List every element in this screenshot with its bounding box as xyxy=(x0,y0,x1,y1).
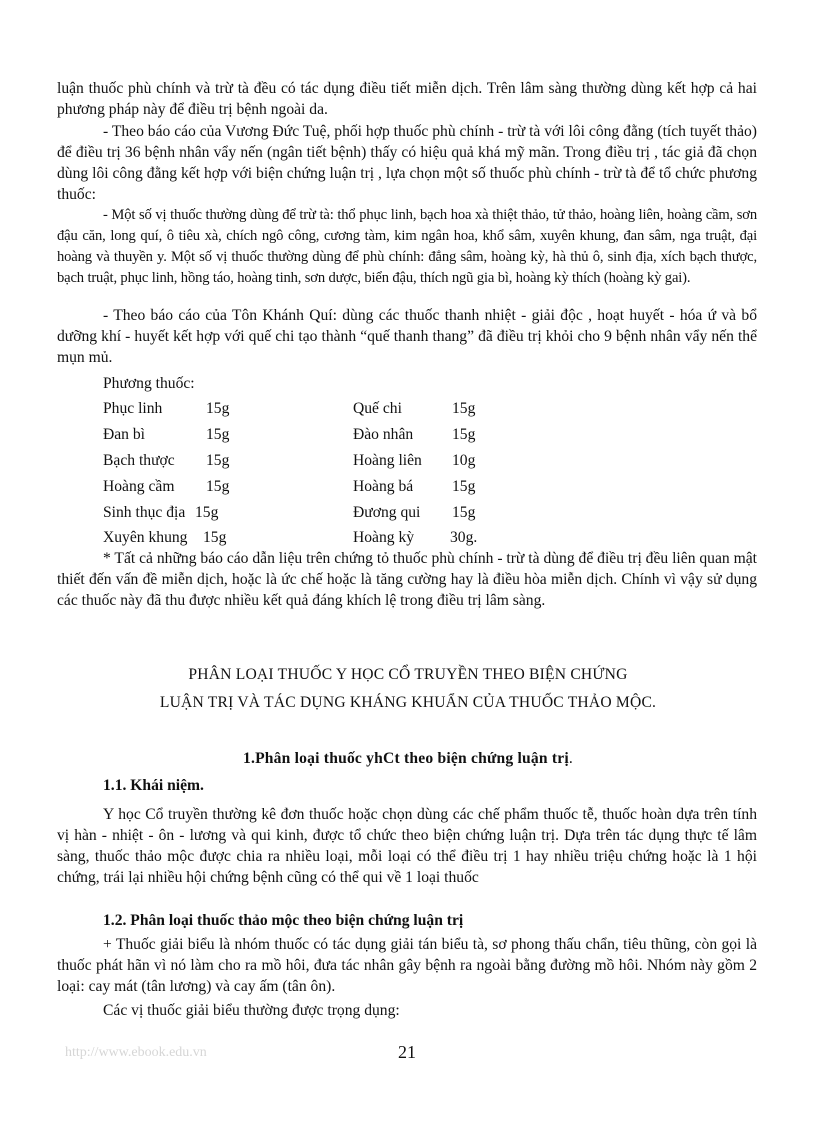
paragraph-summary: * Tất cả những báo cáo dẫn liệu trên chứng tỏ thuốc phù chính - trừ tà dùng để điều trị đều liên quan mật thiết đến vấn đề miễn dịch, hoặc là ức chế hoặc là tăng cường hay là điều hòa miễn dịch. Chính vì vậy sử dụng các thuốc này đã thu được nhiều kết quả đáng khích lệ trong điều trị lâm sàng. xyxy=(57,550,757,609)
paragraph-intro: luận thuốc phù chính và trừ tà đều có tác dụng điều tiết miễn dịch. Trên lâm sàng thường dùng kết hợp cả hai phương pháp này để điều trị bệnh ngoài da. xyxy=(57,80,757,118)
paragraph-herb-list: - Một số vị thuốc thường dùng để trừ tà: thổ phục linh, bạch hoa xà thiệt thảo, tử thảo, hoàng liên, hoàng cầm, sơn đậu căn, long quí, ô tiêu xà, chích ngô công, cương tàm, kim ngân hoa, khổ sâm, xuyên khung, đan sâm, nga truật, đại hoàng và thuyền y. Một số vị thuốc thường dùng để phù chính: đẳng sâm, hoàng kỳ, hà thủ ô, sinh địa, xích bạch thược, bạch truật, phục linh, hồng táo, hoàng tinh, sơn dược, biển đậu, thích ngũ gia bì, hoàng kỳ thích (hoàng kỳ gai). xyxy=(57,207,757,286)
herb-name: Đan bì xyxy=(103,426,146,443)
herb-name: Hoàng cầm xyxy=(103,478,175,495)
section-title-line-2: LUẬN TRỊ VÀ TÁC DỤNG KHÁNG KHUẨN CỦA THUỐC THẢO MỘC. xyxy=(159,694,657,711)
heading-1 xyxy=(0,748,816,769)
herb-name: Phục linh xyxy=(103,400,163,417)
prescription-title: Phương thuốc: xyxy=(103,375,195,392)
herb-dose: 15g xyxy=(195,504,219,521)
paragraph-vuong-duc-tue: - Theo báo cáo của Vương Đức Tuệ, phối hợp thuốc phù chính - trừ tà với lôi công đằng (tích tuyết thảo) để điều trị 36 bệnh nhân vẩy nến (ngân tiết bệnh) thấy có hiệu quả khá mỹ mãn. Trong điều trị , tác giả đã chọn dùng lôi công đằng kết hợp với biện chứng luận trị , lựa chọn một số thuốc phù chính - trừ tà để tổ chức phương thuốc: xyxy=(57,123,757,203)
paragraph-exterior-releasing: + Thuốc giải biểu là nhóm thuốc có tác dụng giải tán biểu tà, sơ phong thấu chẩn, tiêu thũng, còn gọi là thuốc phát hãn vì nó làm cho ra mồ hôi, đưa tác nhân gây bệnh ra ngoài bằng đường mồ hôi. Nhóm này gồm 2 loại: cay mát (tân lương) và cay ấm (tân ôn). xyxy=(57,936,757,995)
herb-dose: 15g xyxy=(452,478,476,495)
herb-name: Hoàng liên xyxy=(353,452,422,469)
herb-name: Quế chi xyxy=(353,400,402,417)
herb-dose: 15g xyxy=(206,478,230,495)
heading-1-period: . xyxy=(568,750,574,767)
section-title-line-1: PHÂN LOẠI THUỐC Y HỌC CỔ TRUYỀN THEO BIỆN CHỨNG xyxy=(188,666,628,683)
herb-dose: 15g xyxy=(206,400,230,417)
herb-dose: 15g xyxy=(203,529,227,546)
herb-dose: 15g xyxy=(206,426,230,443)
heading-1-1: 1.1. Khái niệm. xyxy=(103,777,204,794)
herb-name: Xuyên khung xyxy=(103,529,188,546)
herb-name: Đương qui xyxy=(353,504,421,521)
herb-dose: 15g xyxy=(452,426,476,443)
herb-name: Bạch thược xyxy=(103,452,175,469)
herb-name: Hoàng bá xyxy=(353,478,414,495)
herb-name: Đào nhân xyxy=(353,426,414,443)
footer-url: http://www.ebook.edu.vn xyxy=(65,1045,207,1060)
herb-name: Sinh thục địa xyxy=(103,504,186,521)
paragraph-concept: Y học Cổ truyền thường kê đơn thuốc hoặc chọn dùng các chế phẩm thuốc tễ, thuốc hoàn dựa trên tính vị hàn - nhiệt - ôn - lương và qui kinh, được tổ chức theo biện chứng luận trị. Dựa trên tác dụng thực tế lâm sàng, thuốc thảo mộc được chia ra nhiều loại, mỗi loại có thể điều trị 1 hay nhiều triệu chứng hoặc là 1 hội chứng, trái lại nhiều hội chứng bệnh cũng có thể qui về 1 loại thuốc xyxy=(57,806,757,886)
herb-name: Hoàng kỳ xyxy=(353,529,415,546)
paragraph-ton-khanh-qui: - Theo báo cáo của Tôn Khánh Quí: dùng các thuốc thanh nhiệt - giải độc , hoạt huyết - hóa ứ và bổ dưỡng khí - huyết kết hợp với quế chi tạo thành “quế thanh thang” đã điều trị khỏi cho 9 bệnh nhân vẩy nến thể mụn mủ. xyxy=(57,307,757,366)
paragraph-commonly-used: Các vị thuốc giải biểu thường được trọng dụng: xyxy=(103,1002,400,1019)
herb-dose: 10g xyxy=(452,452,476,469)
herb-dose: 30g. xyxy=(450,529,478,546)
herb-dose: 15g xyxy=(452,504,476,521)
page-number: 21 xyxy=(398,1042,416,1062)
herb-dose: 15g xyxy=(452,400,476,417)
heading-1-2: 1.2. Phân loại thuốc thảo mộc theo biện chứng luận trị xyxy=(103,912,464,929)
heading-1-text: 1.Phân loại thuốc yhCt theo biện chứng luận trị xyxy=(242,750,569,767)
herb-dose: 15g xyxy=(206,452,230,469)
